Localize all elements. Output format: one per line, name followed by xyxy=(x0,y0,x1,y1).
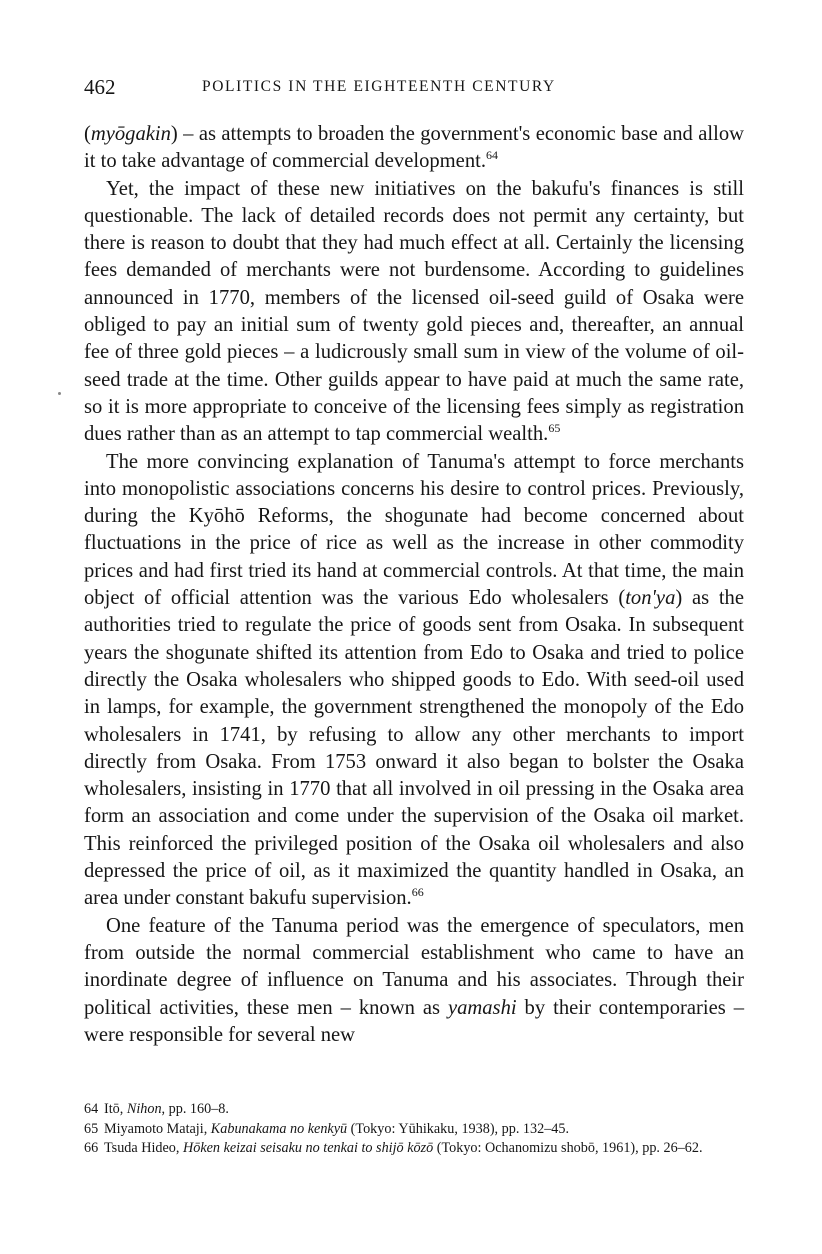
text-run: ( xyxy=(84,123,91,145)
margin-speck xyxy=(58,392,61,395)
running-head-title: POLITICS IN THE EIGHTEENTH CENTURY xyxy=(202,78,556,95)
footnote-ref: 66 xyxy=(411,885,424,900)
paragraph xyxy=(84,449,744,913)
text-run: Itō, xyxy=(104,1101,127,1117)
paragraph xyxy=(84,176,744,449)
footnote-number: 66 xyxy=(84,1140,99,1156)
footnote-text xyxy=(104,1139,744,1159)
footnote-text xyxy=(104,1100,744,1120)
footnote xyxy=(84,1100,744,1120)
text-run: Miyamoto Mataji, xyxy=(104,1120,211,1137)
footnote-number: 64 xyxy=(84,1101,99,1117)
paragraph xyxy=(84,121,744,176)
italic-term: myōgakin xyxy=(90,123,171,145)
footnote-ref: 65 xyxy=(548,421,561,436)
text-run: (Tokyo: Ochanomizu shobō, 1961), pp. 26–62. xyxy=(433,1140,703,1156)
italic-term: yamashi xyxy=(447,996,517,1019)
italic-term: ton'ya xyxy=(625,587,676,610)
page-number: 462 xyxy=(84,75,116,99)
body-text xyxy=(84,121,744,1049)
text-run: Tsuda Hideo, xyxy=(104,1140,183,1156)
footnote-number: 65 xyxy=(84,1120,99,1137)
footnote xyxy=(84,1139,744,1159)
text-run: The more convincing explanation of Tanuma's attempt to force merchants into monopolistic associations concerns his desire to control prices. Previously, during the Kyōhō Reforms, the shogunate had become concerned about fluctuations in the price of rice as well as the increase in other commodity prices and had first tried its hand at commercial controls. At that time, the main object of official attention was the various Edo wholesalers ( xyxy=(84,450,744,610)
text-run: ) as the authorities tried to regulate the price of goods sent from Osaka. In subsequent years the shogunate shifted its attention from Edo to Osaka and tried to police directly the Osaka wholesalers who shipped goods to Edo. With seed-oil used in lamps, for example, the government strengthened the monopoly of the Edo wholesalers in 1741, by refusing to allow any other merchants to import directly from Osaka. From 1753 onward it also began to bolster the Osaka wholesalers, insisting in 1770 that all involved in oil pressing in the Osaka area form an association and come under the supervision of the Osaka oil market. This reinforced the privileged position of the Osaka oil wholesalers and also depressed the price of oil, as it maximized the quantity handled in Osaka, an area under constant bakufu supervision. xyxy=(84,587,744,910)
text-run: (Tokyo: Yūhikaku, 1938), pp. 132–45. xyxy=(347,1120,570,1137)
italic-term: Kabunakama no kenkyū xyxy=(210,1120,348,1137)
footnote-text xyxy=(104,1120,744,1140)
footnote xyxy=(84,1120,744,1140)
text-run: ) – as attempts to broaden the government's economic base and allow it to take advantage of commercial development. xyxy=(84,123,744,173)
italic-term: Nihon xyxy=(126,1101,162,1117)
footnote-ref: 64 xyxy=(486,148,498,163)
text-run: by their contemporaries – were responsible for several new xyxy=(84,996,744,1046)
footnotes xyxy=(84,1100,744,1159)
text-run: Yet, the impact of these new initiatives on the bakufu's finances is still questionable. The lack of detailed records does not permit any certainty, but there is reason to doubt that they had much effect at all. Certainly the licensing fees demanded of merchants were not burdensome. According to guidelines announced in 1770, members of the licensed oil-seed guild of Osaka were obliged to pay an initial sum of twenty gold pieces and, thereafter, an annual fee of three gold pieces – a ludicrously small sum in view of the volume of oil-seed trade at the time. Other guilds appear to have paid at much the same rate, so it is more appropriate to conceive of the licensing fees simply as registration dues rather than as an attempt to tap commercial wealth. xyxy=(84,177,744,446)
paragraph xyxy=(84,913,744,1049)
italic-term: Hōken keizai seisaku no tenkai to shijō kōzō xyxy=(183,1140,434,1156)
text-run: One feature of the Tanuma period was the emergence of speculators, men from outside the normal commercial establishment who came to have an inordinate degree of influence on Tanuma and his associates. Through their political activities, these men – known as xyxy=(84,914,744,1019)
running-header xyxy=(84,72,744,102)
text-run: , pp. 160–8. xyxy=(161,1101,229,1117)
